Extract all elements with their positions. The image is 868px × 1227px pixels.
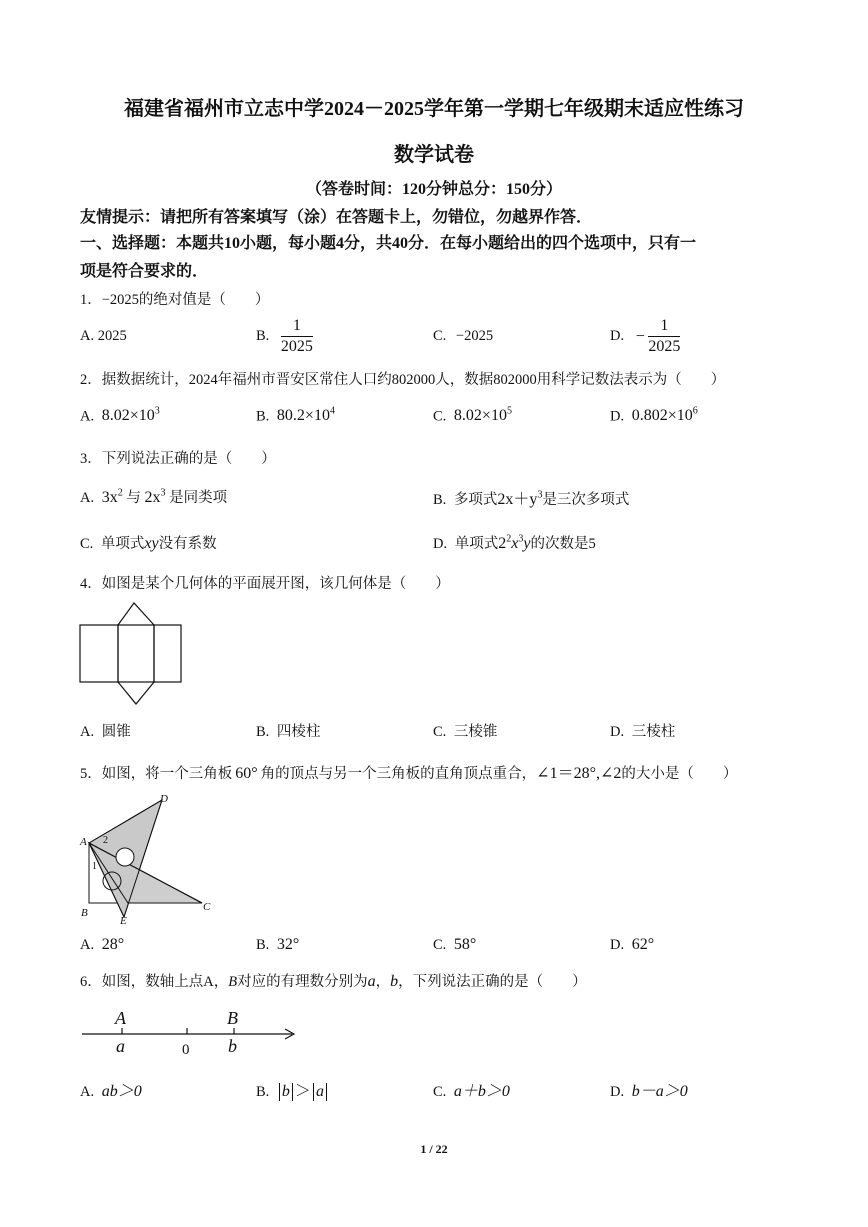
exam-title: 福建省福州市立志中学2024－2025学年第一学期七年级期末适应性练习 (124, 98, 744, 120)
section1-line2: 项是符合要求的． (80, 263, 209, 280)
q3-b-label: B. (433, 492, 447, 508)
label-point-c: C (203, 901, 211, 913)
net-bottom-triangle (118, 682, 154, 704)
q4-option-b[interactable] (256, 720, 320, 741)
q3-b-expr (497, 491, 542, 508)
q5-a-value: 28° (101, 936, 125, 953)
q3-a-term1 (102, 489, 123, 506)
q6-b-abs-right: a (313, 1083, 327, 1101)
q5-stem-condition: ∠1＝28°,∠2 (536, 765, 622, 782)
net-face-left (80, 625, 118, 682)
q6-option-b[interactable] (256, 1078, 329, 1101)
q3-d-var-x: x (511, 535, 519, 552)
q1-a-label: A. (80, 328, 95, 344)
q6-stem (80, 970, 587, 991)
q5-c-label: C. (433, 937, 447, 953)
q1-option-a[interactable] (80, 328, 127, 345)
label-angle-1: 1 (92, 861, 97, 872)
q2-d-base: 0.802×10 (631, 407, 693, 425)
net-face-right (154, 625, 181, 682)
exam-subtitle: 数学试卷 (394, 144, 474, 166)
q2-b-exp: 4 (329, 406, 335, 417)
q4-a-label: A. (80, 724, 95, 740)
label-angle-2: 2 (103, 835, 108, 846)
q1-b-label: B. (256, 328, 270, 344)
q4-d-value: 三棱柱 (631, 724, 676, 740)
q3-c-label: C. (80, 536, 94, 552)
axis-label-var-a: a (116, 1036, 125, 1056)
q2-a-expr (102, 407, 160, 424)
q1-b-fraction (281, 316, 313, 357)
q2-c-base: 8.02×10 (453, 407, 507, 425)
net-top-triangle (118, 603, 154, 625)
q2-d-expr (632, 407, 698, 424)
q6-d-label: D. (610, 1084, 625, 1100)
q1-d-sign: − (635, 327, 645, 345)
q5-c-value: 58° (453, 936, 477, 953)
q5-stem-angle: 60° (235, 765, 258, 782)
q6-b-operator: ＞ (294, 1083, 311, 1100)
q6-stem-var-b: b (390, 973, 399, 990)
q3-a-tail: 是同类项 (169, 490, 228, 506)
q3-d-expr (498, 535, 530, 552)
q6-stem-point-b: B (228, 974, 238, 990)
q6-a-label: A. (80, 1084, 95, 1100)
q3-d-coef: 2 (498, 535, 507, 552)
q3-a-term2-base: 2x (144, 489, 161, 506)
q3-b-expr-base: 2x＋y (497, 491, 538, 508)
q4-option-a[interactable] (80, 720, 131, 741)
q4-c-label: C. (433, 724, 447, 740)
q5-option-c[interactable] (433, 936, 476, 954)
label-point-b: B (81, 907, 88, 919)
q5-stem-pre: 5．如图，将一个三角板 (80, 766, 233, 782)
section1-line1: 一、选择题：本题共10小题，每小题4分，共40分．在每小题给出的四个选项中，只有一 (80, 235, 697, 252)
q3-d-label: D. (433, 536, 448, 552)
q5-d-value: 62° (631, 936, 655, 953)
q3-a-label: A. (80, 490, 95, 506)
q6-stem-comma: ， (375, 974, 391, 990)
q2-option-a[interactable] (80, 406, 160, 425)
q3-d-var-x-exp: 3 (518, 533, 524, 545)
page-number: 1 / 22 (420, 1142, 448, 1156)
q3-option-d[interactable] (433, 532, 596, 553)
q2-b-base: 80.2×10 (276, 407, 330, 425)
q3-b-expr-exp: 3 (537, 489, 543, 501)
label-point-a: A (80, 836, 87, 848)
q5-option-b[interactable] (256, 936, 299, 954)
q2-a-base: 8.02×10 (101, 407, 155, 425)
q5-stem-mid: 角的顶点与另一个三角板的直角顶点重合， (260, 766, 537, 782)
q6-number-line (78, 1002, 302, 1062)
q3-b-prefix: 多项式 (453, 492, 498, 508)
q4-option-c[interactable] (433, 720, 497, 741)
q4-c-value: 三棱锥 (453, 724, 498, 740)
axis-label-var-b: b (228, 1036, 237, 1056)
q6-option-a[interactable] (80, 1078, 142, 1101)
q5-a-label: A. (80, 937, 95, 953)
q2-c-label: C. (433, 408, 447, 425)
q3-option-c[interactable] (80, 532, 217, 553)
q2-b-expr (277, 407, 335, 424)
q6-option-c[interactable] (433, 1078, 510, 1101)
q3-a-term2 (144, 489, 165, 506)
hole-upper (116, 848, 134, 866)
q5-option-a[interactable] (80, 936, 124, 954)
q1-d-label: D. (610, 328, 625, 344)
q4-b-value: 四棱柱 (276, 724, 321, 740)
q6-b-expr (277, 1083, 329, 1100)
q6-stem-pre: 6．如图，数轴上点A， (80, 974, 229, 990)
q6-d-value: b－a＞0 (631, 1083, 688, 1100)
q6-b-label: B. (256, 1084, 270, 1100)
time-info: （答卷时间：120分钟总分：150分） (305, 181, 562, 198)
q6-stem-mid: 对应的有理数分别为 (237, 974, 368, 990)
q3-d-tail: 的次数是5 (530, 536, 596, 552)
q2-a-label: A. (80, 408, 95, 425)
q2-d-label: D. (610, 408, 625, 425)
q6-a-value: ab＞0 (101, 1083, 142, 1100)
q3-d-coef-exp: 2 (506, 533, 512, 545)
q1-stem: 1．−2025的绝对值是（ ） (80, 292, 270, 308)
q6-stem-var-a: a (367, 973, 376, 990)
q1-d-denominator: 2025 (648, 338, 681, 355)
q2-c-expr (454, 407, 512, 424)
label-point-e: E (120, 915, 127, 926)
q3-stem: 3．下列说法正确的是（ ） (80, 451, 276, 467)
q5-b-value: 32° (276, 936, 300, 953)
q2-c-exp: 5 (506, 406, 512, 417)
q1-option-c[interactable] (433, 328, 493, 345)
q4-net-figure (78, 600, 188, 710)
q4-b-label: B. (256, 724, 270, 740)
q5-stem-post: 的大小是（ ） (621, 766, 738, 782)
q6-b-abs-left: b (279, 1083, 293, 1101)
q5-triangle-figure (76, 790, 222, 926)
q3-a-term1-base: 3x (101, 489, 118, 506)
q3-c-tail: 没有系数 (158, 536, 217, 552)
q6-c-value: a＋b＞0 (453, 1083, 510, 1100)
q2-option-d[interactable] (610, 406, 698, 425)
q1-b-denominator: 2025 (280, 338, 313, 355)
q2-a-exp: 3 (154, 406, 160, 417)
q1-d-numerator: 1 (648, 316, 680, 337)
q3-c-prefix: 单项式 (100, 536, 145, 552)
axis-label-zero: 0 (182, 1042, 190, 1058)
q1-b-numerator: 1 (281, 316, 313, 337)
q4-a-value: 圆锥 (101, 724, 131, 740)
q3-b-tail: 是三次多项式 (542, 492, 630, 508)
q2-option-c[interactable] (433, 406, 512, 425)
q4-stem: 4．如图是某个几何体的平面展开图，该几何体是（ ） (80, 576, 450, 592)
q3-c-expr: xy (144, 535, 159, 552)
q1-a-value: 2025 (97, 328, 127, 344)
q1-c-label: C. (433, 328, 447, 344)
q2-option-b[interactable] (256, 406, 335, 425)
axis-label-point-b: B (227, 1008, 238, 1028)
q3-a-term1-exp: 2 (117, 487, 123, 499)
q1-option-b[interactable] (256, 316, 313, 357)
q5-b-label: B. (256, 937, 270, 953)
q1-d-fraction (648, 316, 680, 357)
friendly-tip: 友情提示：请把所有答案填写（涂）在答题卡上，勿错位，勿越界作答． (80, 209, 593, 226)
net-face-middle (118, 625, 154, 682)
q5-stem (80, 760, 737, 783)
q2-d-exp: 6 (692, 406, 698, 417)
q4-option-d[interactable] (610, 720, 675, 741)
q3-option-b[interactable] (433, 486, 629, 509)
q1-option-d[interactable] (610, 316, 680, 357)
q4-d-label: D. (610, 724, 625, 740)
label-point-d: D (160, 793, 168, 805)
q6-option-d[interactable] (610, 1078, 688, 1101)
q5-option-d[interactable] (610, 936, 654, 954)
q3-a-term2-exp: 3 (160, 487, 166, 499)
q2-stem: 2．据数据统计，2024年福州市晋安区常住人口约802000人，数据802000用科学记数法表示为（ ） (80, 372, 726, 388)
axis-label-point-a: A (115, 1008, 126, 1028)
q6-c-label: C. (433, 1084, 447, 1100)
q3-d-prefix: 单项式 (454, 536, 499, 552)
q6-stem-post: ，下列说法正确的是（ ） (398, 974, 587, 990)
q3-option-a[interactable] (80, 486, 227, 507)
q2-b-label: B. (256, 408, 270, 425)
q5-d-label: D. (610, 937, 625, 953)
q3-a-connector: 与 (126, 490, 141, 506)
q3-d-var-y: y (523, 535, 531, 552)
q1-c-value: −2025 (455, 328, 494, 344)
